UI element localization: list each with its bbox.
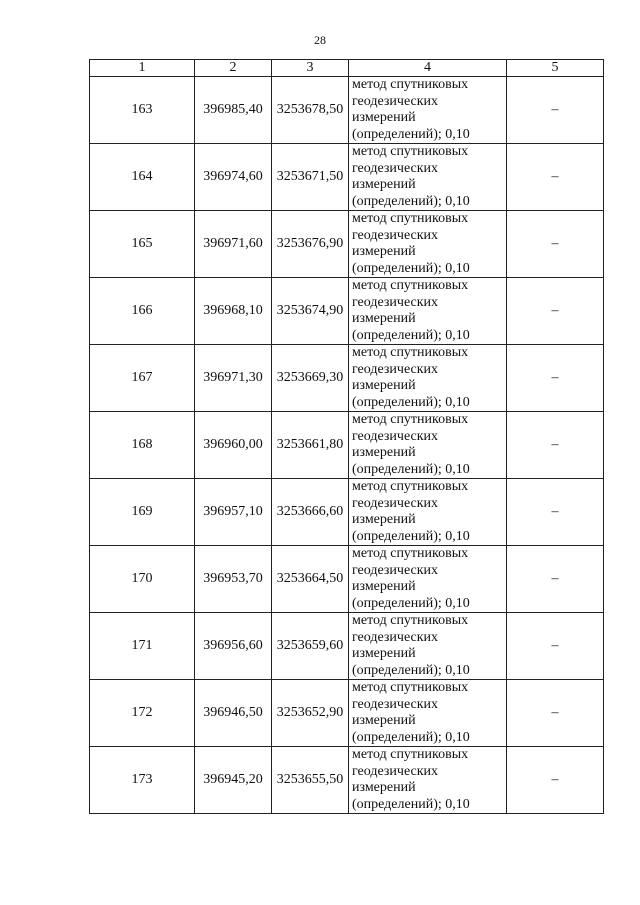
method-text-line: измерений <box>352 646 416 661</box>
column-header-4: 4 <box>349 60 507 77</box>
method-text-line: метод спутниковых <box>352 546 469 561</box>
point-number-cell: 171 <box>90 613 195 680</box>
method-text-line: измерений <box>352 378 416 393</box>
method-text-line: геодезических <box>352 361 439 377</box>
y-coordinate-cell: 3253659,60 <box>272 613 349 680</box>
method-cell <box>349 680 507 747</box>
method-cell <box>349 345 507 412</box>
point-number-cell: 173 <box>90 747 195 814</box>
table-row <box>90 680 604 747</box>
table-row <box>90 546 604 613</box>
x-coordinate-cell: 396957,10 <box>195 479 272 546</box>
column-header-2: 2 <box>195 60 272 77</box>
method-text-line: измерений <box>352 445 416 460</box>
method-cell <box>349 747 507 814</box>
note-cell: – <box>507 613 604 680</box>
note-cell: – <box>507 211 604 278</box>
method-text-line: измерений <box>352 311 416 326</box>
y-coordinate-cell: 3253669,30 <box>272 345 349 412</box>
page-number: 28 <box>314 33 326 47</box>
method-text-line: геодезических <box>352 629 439 645</box>
y-coordinate-cell: 3253652,90 <box>272 680 349 747</box>
note-cell: – <box>507 345 604 412</box>
x-coordinate-cell: 396971,60 <box>195 211 272 278</box>
x-coordinate-cell: 396946,50 <box>195 680 272 747</box>
note-cell: – <box>507 546 604 613</box>
x-coordinate-cell: 396956,60 <box>195 613 272 680</box>
method-text-line: геодезических <box>352 763 439 779</box>
table-row <box>90 412 604 479</box>
method-cell <box>349 546 507 613</box>
method-text-line: геодезических <box>352 227 439 243</box>
method-text-line: (определений); 0,10 <box>352 729 470 745</box>
point-number-cell: 169 <box>90 479 195 546</box>
method-text-line: измерений <box>352 512 416 527</box>
table-row <box>90 211 604 278</box>
method-cell <box>349 144 507 211</box>
column-header-1: 1 <box>90 60 195 77</box>
table-row <box>90 77 604 144</box>
coordinates-table <box>89 59 604 814</box>
method-text-line: метод спутниковых <box>352 211 469 226</box>
method-cell <box>349 278 507 345</box>
y-coordinate-cell: 3253674,90 <box>272 278 349 345</box>
y-coordinate-cell: 3253666,60 <box>272 479 349 546</box>
point-number-cell: 163 <box>90 77 195 144</box>
y-coordinate-cell: 3253661,80 <box>272 412 349 479</box>
method-cell <box>349 479 507 546</box>
point-number-cell: 172 <box>90 680 195 747</box>
note-cell: – <box>507 144 604 211</box>
method-text-line: метод спутниковых <box>352 613 469 628</box>
method-cell <box>349 613 507 680</box>
table-row <box>90 747 604 814</box>
method-text-line: измерений <box>352 579 416 594</box>
method-text-line: геодезических <box>352 294 439 310</box>
note-cell: – <box>507 479 604 546</box>
method-text-line: (определений); 0,10 <box>352 662 470 678</box>
method-text-line: метод спутниковых <box>352 747 469 762</box>
y-coordinate-cell: 3253655,50 <box>272 747 349 814</box>
x-coordinate-cell: 396971,30 <box>195 345 272 412</box>
note-cell: – <box>507 77 604 144</box>
method-cell <box>349 211 507 278</box>
method-text-line: метод спутниковых <box>352 278 469 293</box>
method-text-line: геодезических <box>352 93 439 109</box>
point-number-cell: 166 <box>90 278 195 345</box>
method-text-line: (определений); 0,10 <box>352 193 470 209</box>
x-coordinate-cell: 396968,10 <box>195 278 272 345</box>
note-cell: – <box>507 680 604 747</box>
method-text-line: (определений); 0,10 <box>352 796 470 812</box>
column-header-3: 3 <box>272 60 349 77</box>
y-coordinate-cell: 3253671,50 <box>272 144 349 211</box>
point-number-cell: 170 <box>90 546 195 613</box>
y-coordinate-cell: 3253664,50 <box>272 546 349 613</box>
method-text-line: измерений <box>352 780 416 795</box>
table-row <box>90 278 604 345</box>
table-row <box>90 144 604 211</box>
method-text-line: метод спутниковых <box>352 680 469 695</box>
x-coordinate-cell: 396945,20 <box>195 747 272 814</box>
point-number-cell: 167 <box>90 345 195 412</box>
y-coordinate-cell: 3253676,90 <box>272 211 349 278</box>
table-header-row <box>90 60 604 77</box>
method-text-line: геодезических <box>352 160 439 176</box>
method-text-line: метод спутниковых <box>352 144 469 159</box>
method-text-line: (определений); 0,10 <box>352 260 470 276</box>
point-number-cell: 168 <box>90 412 195 479</box>
table-row <box>90 613 604 680</box>
method-text-line: измерений <box>352 110 416 125</box>
method-text-line: геодезических <box>352 696 439 712</box>
method-text-line: (определений); 0,10 <box>352 461 470 477</box>
method-cell <box>349 412 507 479</box>
method-text-line: геодезических <box>352 495 439 511</box>
method-text-line: геодезических <box>352 428 439 444</box>
note-cell: – <box>507 412 604 479</box>
method-text-line: (определений); 0,10 <box>352 126 470 142</box>
point-number-cell: 165 <box>90 211 195 278</box>
method-text-line: геодезических <box>352 562 439 578</box>
y-coordinate-cell: 3253678,50 <box>272 77 349 144</box>
note-cell: – <box>507 747 604 814</box>
method-text-line: (определений); 0,10 <box>352 327 470 343</box>
method-text-line: (определений); 0,10 <box>352 394 470 410</box>
table-row <box>90 479 604 546</box>
method-text-line: (определений); 0,10 <box>352 595 470 611</box>
x-coordinate-cell: 396985,40 <box>195 77 272 144</box>
method-text-line: измерений <box>352 177 416 192</box>
method-text-line: метод спутниковых <box>352 77 469 92</box>
method-text-line: (определений); 0,10 <box>352 528 470 544</box>
x-coordinate-cell: 396953,70 <box>195 546 272 613</box>
method-text-line: метод спутниковых <box>352 345 469 360</box>
method-cell <box>349 77 507 144</box>
method-text-line: измерений <box>352 713 416 728</box>
column-header-5: 5 <box>507 60 604 77</box>
method-text-line: метод спутниковых <box>352 479 469 494</box>
point-number-cell: 164 <box>90 144 195 211</box>
table-row <box>90 345 604 412</box>
method-text-line: метод спутниковых <box>352 412 469 427</box>
x-coordinate-cell: 396974,60 <box>195 144 272 211</box>
method-text-line: измерений <box>352 244 416 259</box>
x-coordinate-cell: 396960,00 <box>195 412 272 479</box>
note-cell: – <box>507 278 604 345</box>
